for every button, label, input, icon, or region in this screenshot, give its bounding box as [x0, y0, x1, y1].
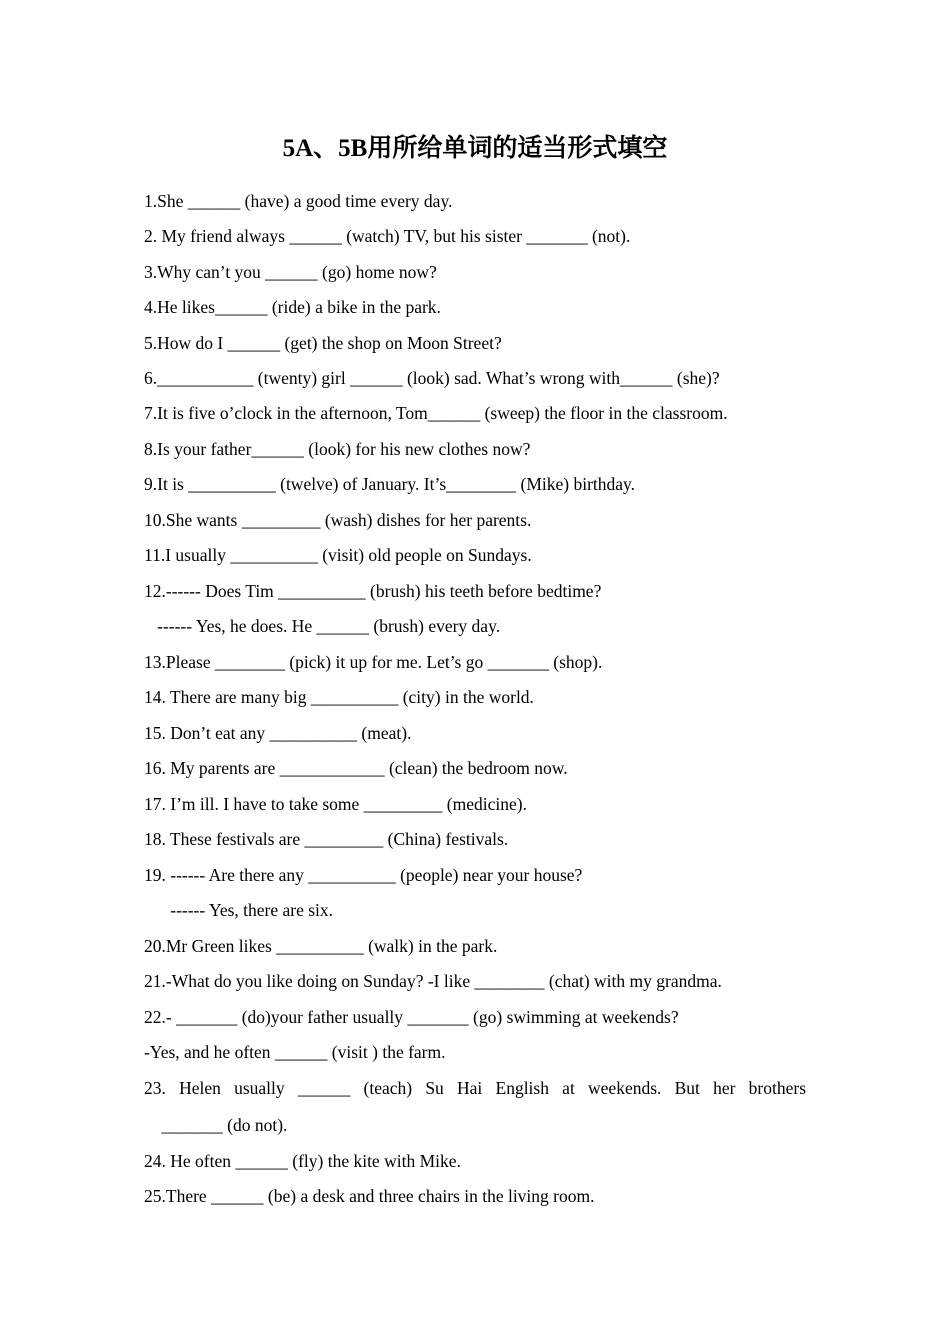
exercise-line-9: 9.It is __________ (twelve) of January. It’s________ (Mike) birthday. [144, 474, 636, 494]
exercise-line-18: 18. These festivals are _________ (China) festivals. [144, 829, 509, 849]
exercise-line-4: 4.He likes______ (ride) a bike in the park. [144, 297, 441, 317]
exercise-line-16: 16. My parents are ____________ (clean) the bedroom now. [144, 758, 568, 778]
exercise-line-6: 6.___________ (twenty) girl ______ (look) sad. What’s wrong with______ (she)? [144, 368, 720, 388]
exercise-line-12-answer: ------ Yes, he does. He ______ (brush) every day. [144, 616, 501, 636]
exercise-line-10: 10.She wants _________ (wash) dishes for her parents. [144, 510, 532, 530]
exercise-line-19-answer: ------ Yes, there are six. [144, 900, 334, 920]
exercise-line-14: 14. There are many big __________ (city) in the world. [144, 687, 534, 707]
page-title: 5A、5B用所给单词的适当形式填空 [282, 135, 668, 162]
exercise-line-3: 3.Why can’t you ______ (go) home now? [144, 262, 437, 282]
exercise-line-1: 1.She ______ (have) a good time every day. [144, 191, 453, 211]
exercise-line-7: 7.It is five o’clock in the afternoon, Tom______ (sweep) the floor in the classroom. [144, 403, 728, 423]
exercise-line-2: 2. My friend always ______ (watch) TV, but his sister _______ (not). [144, 226, 631, 246]
exercise-line-21: 21.-What do you like doing on Sunday? -I like ________ (chat) with my grandma. [144, 971, 722, 991]
exercise-line-13: 13.Please ________ (pick) it up for me. Let’s go _______ (shop). [144, 652, 603, 672]
exercise-line-11: 11.I usually __________ (visit) old people on Sundays. [144, 545, 532, 565]
exercise-line-22: 22.- _______ (do)your father usually _______ (go) swimming at weekends? [144, 1007, 679, 1027]
exercise-line-24: 24. He often ______ (fly) the kite with Mike. [144, 1151, 461, 1171]
exercise-line-5: 5.How do I ______ (get) the shop on Moon Street? [144, 333, 502, 353]
exercise-line-8: 8.Is your father______ (look) for his new clothes now? [144, 439, 531, 459]
exercise-line-25: 25.There ______ (be) a desk and three chairs in the living room. [144, 1186, 595, 1206]
exercise-line-19: 19. ------ Are there any __________ (people) near your house? [144, 865, 583, 885]
exercise-line-20: 20.Mr Green likes __________ (walk) in the park. [144, 936, 498, 956]
exercise-line-22-answer: -Yes, and he often ______ (visit ) the farm. [144, 1042, 446, 1062]
exercise-line-15: 15. Don’t eat any __________ (meat). [144, 723, 412, 743]
exercise-line-23: 23. Helen usually ______ (teach) Su Hai English at weekends. But her brothers [144, 1078, 806, 1098]
exercise-line-12: 12.------ Does Tim __________ (brush) his teeth before bedtime? [144, 581, 602, 601]
exercise-line-17: 17. I’m ill. I have to take some _________ (medicine). [144, 794, 527, 814]
exercise-line-23-continued: _______ (do not). [144, 1115, 288, 1135]
